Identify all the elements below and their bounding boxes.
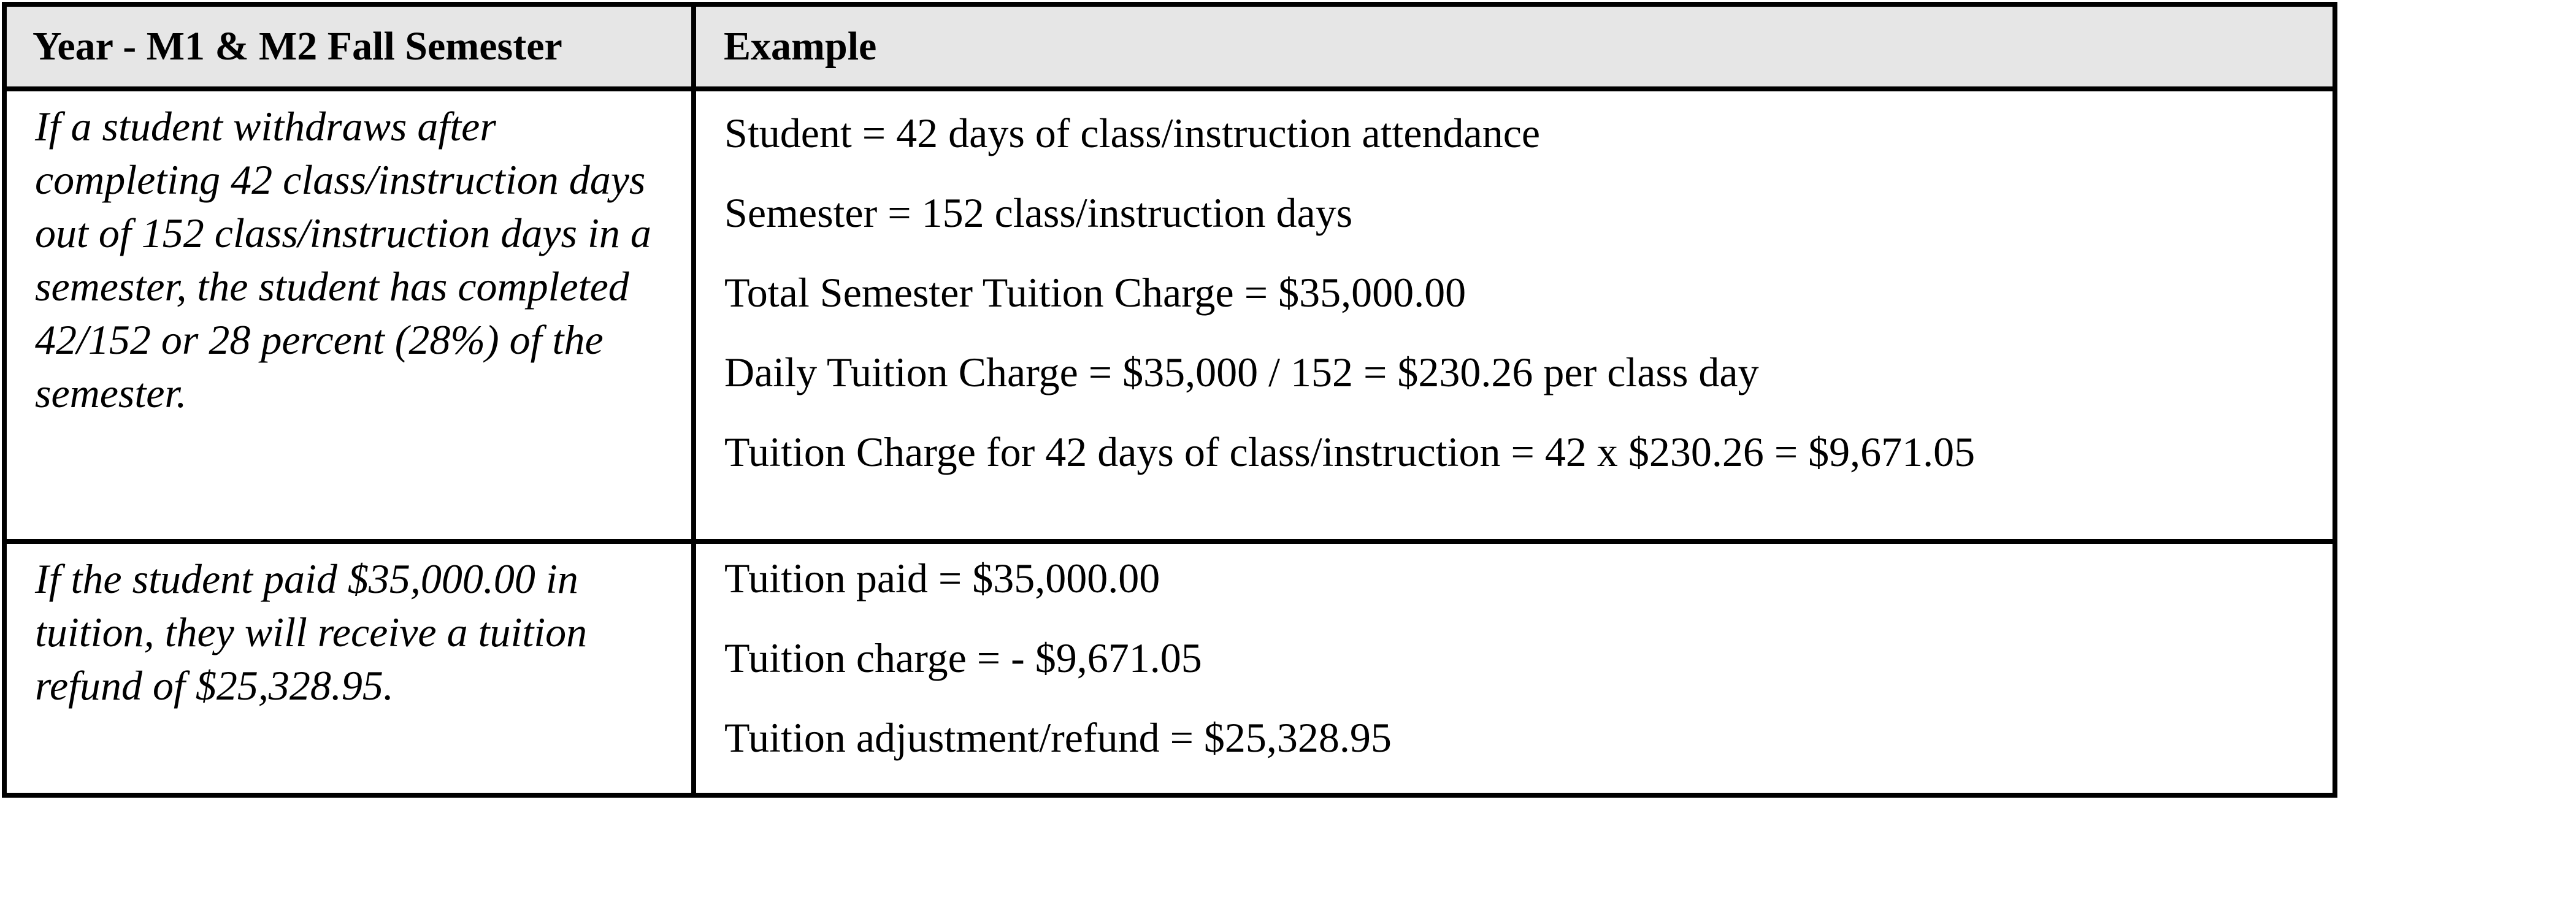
- header-example: Example: [694, 4, 2335, 89]
- scenario-cell: [4, 89, 694, 541]
- calc-line-daily-charge: Daily Tuition Charge = $35,000 / 152 = $230.26 per class day: [724, 349, 1759, 395]
- calc-line-tuition-charge: Tuition charge = - $9,671.05: [724, 635, 1202, 681]
- calc-line-student-days: Student = 42 days of class/instruction attendance: [724, 110, 1541, 156]
- refund-scenario-text: If the student paid $35,000.00 in tuition, they will receive a tuition refund of $25,328.95.: [35, 555, 588, 709]
- table-row: [4, 89, 2335, 541]
- scenario-cell: [4, 541, 694, 795]
- calculation-list: [696, 544, 2333, 762]
- calc-line-semester-days: Semester = 152 class/instruction days: [724, 189, 1353, 236]
- calculation-list: [696, 91, 2333, 476]
- example-cell: [694, 89, 2335, 541]
- calc-line-period-charge: Tuition Charge for 42 days of class/instruction = 42 x $230.26 = $9,671.05: [724, 429, 1976, 475]
- table-header-row: [4, 4, 2335, 89]
- example-cell: [694, 541, 2335, 795]
- header-year-semester: Year - M1 & M2 Fall Semester: [4, 4, 694, 89]
- calc-line-refund: Tuition adjustment/refund = $25,328.95: [724, 714, 1392, 761]
- withdrawal-scenario-text: If a student withdraws after completing 42 class/instruction days out of 152 class/instruction days in a semester, the student has completed 42/152 or 28 percent (28%) of the semester.: [35, 103, 651, 416]
- calc-line-tuition-paid: Tuition paid = $35,000.00: [724, 555, 1160, 601]
- calc-line-total-charge: Total Semester Tuition Charge = $35,000.00: [724, 269, 1466, 316]
- tuition-refund-table: [2, 2, 2337, 798]
- table-row: [4, 541, 2335, 795]
